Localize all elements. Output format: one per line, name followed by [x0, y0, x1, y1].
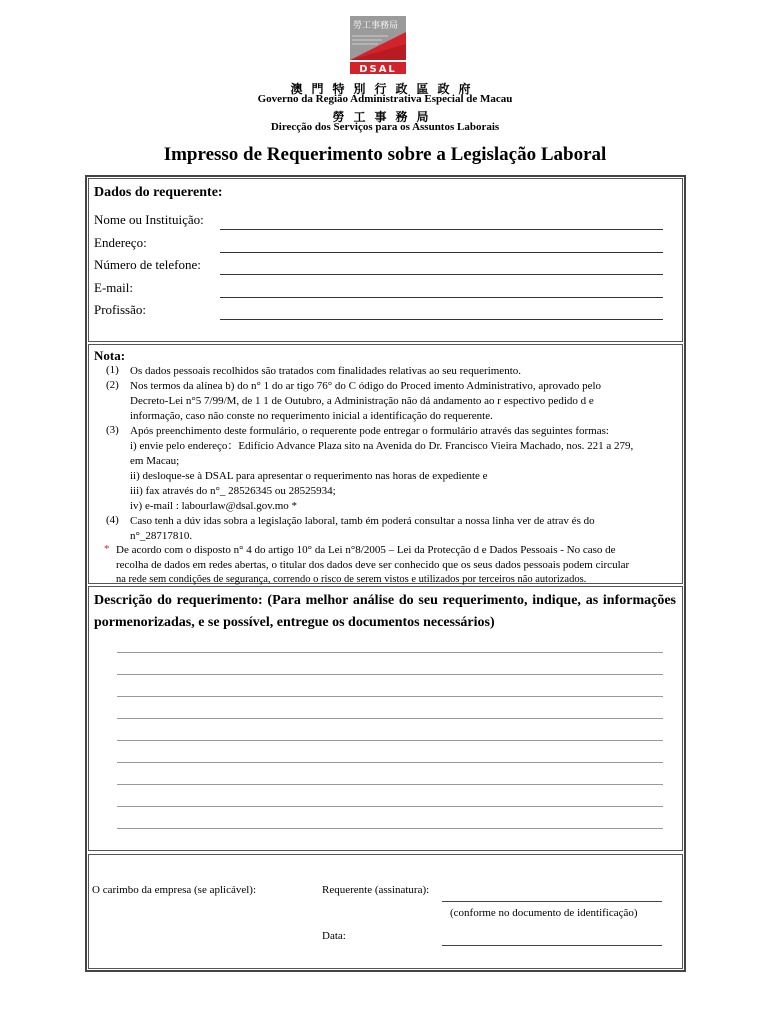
- note-line: Os dados pessoais recolhidos são tratados com finalidades relativas ao seu requerimento.: [130, 365, 521, 377]
- name-input-line[interactable]: [220, 229, 663, 230]
- note-line: i) envie pelo endereço：Edifício Advance Plaza sito na Avenida do Dr. Francisco Vieira Machado, nos. 221 a 279,: [130, 440, 634, 452]
- profession-label: Profissão:: [94, 302, 146, 317]
- dsal-logo: [348, 14, 408, 76]
- description-line[interactable]: [117, 718, 663, 719]
- id-document-note: (conforme no documento de identificação): [450, 907, 638, 919]
- government-zh: 澳門特別行政區政府: [290, 82, 480, 96]
- applicant-signature-label: Requerente (assinatura):: [322, 884, 430, 896]
- note-asterisk: *: [104, 543, 110, 555]
- note-num: (1): [106, 364, 119, 376]
- description-line[interactable]: [117, 828, 663, 829]
- signature-input-line[interactable]: [442, 901, 662, 902]
- address-label: Endereço:: [94, 235, 147, 250]
- email-input-line[interactable]: [220, 297, 663, 298]
- note-line: ii) desloque-se à DSAL para apresentar o requerimento nas horas de expediente e: [130, 470, 488, 482]
- government-pt: Governo da Região Administrativa Especial de Macau: [257, 93, 513, 105]
- bureau-pt: Direcção dos Serviços para os Assuntos Laborais: [270, 121, 500, 133]
- date-label: Data:: [322, 930, 346, 942]
- note-line: iii) fax através do n°_ 28526345 ou 28525934;: [130, 485, 336, 497]
- date-input-line[interactable]: [442, 945, 662, 946]
- logo-dsal-text: DSAL: [359, 64, 397, 75]
- phone-input-line[interactable]: [220, 274, 663, 275]
- note-line: iv) e-mail : labourlaw@dsal.gov.mo *: [130, 500, 298, 512]
- description-line[interactable]: [117, 806, 663, 807]
- description-line[interactable]: [117, 762, 663, 763]
- note-line: n°_28717810.: [130, 530, 193, 542]
- page-title: Impresso de Requerimento sobre a Legislação Laboral: [163, 144, 607, 165]
- bureau-zh: 勞工事務局: [332, 110, 438, 124]
- note-line: informação, caso não conste no requerimento inicial a identificação do requerente.: [130, 410, 493, 422]
- note-line: Decreto-Lei n°5 7/99/M, de 1 1 de Outubro, a Administração não dá andamento ao r espectivo pedido d e: [130, 395, 594, 407]
- name-label: Nome ou Instituição:: [94, 212, 204, 227]
- description-line[interactable]: [117, 652, 663, 653]
- note-line: recolha de dados em redes abertas, o titular dos dados deve ser conhecido que os seus dados pessoais podem circular: [116, 559, 630, 571]
- logo-chinese-text: 勞工事務局: [353, 21, 399, 31]
- note-line: Após preenchimento deste formulário, o requerente pode entregar o formulário através das seguintes formas:: [130, 425, 609, 437]
- profession-input-line[interactable]: [220, 319, 663, 320]
- description-line[interactable]: [117, 674, 663, 675]
- note-line: Caso tenh a dúv idas sobra a legislação laboral, tamb ém poderá consultar a nossa linha ver de atrav és do: [130, 515, 595, 527]
- applicant-heading: Dados do requerente:: [94, 185, 223, 200]
- note-line: Nos termos da alínea b) do n° 1 do ar tigo 76° do C ódigo do Proced imento Administrativo, aprovado pelo: [130, 380, 602, 392]
- email-label: E-mail:: [94, 280, 133, 295]
- description-line[interactable]: [117, 696, 663, 697]
- note-num: (3): [106, 424, 119, 436]
- notes-heading: Nota:: [94, 348, 126, 363]
- note-num: (4): [106, 514, 119, 526]
- note-line: De acordo com o disposto n° 4 do artigo 10° da Lei n°8/2005 – Lei da Protecção d e Dados Pessoais - No caso de: [116, 544, 616, 556]
- note-line: na rede sem condições de segurança, correndo o risco de serem vistos e utilizados por terceiros não autorizados.: [116, 574, 587, 585]
- phone-label: Número de telefone:: [94, 257, 201, 272]
- description-line[interactable]: [117, 784, 663, 785]
- company-stamp-label: O carimbo da empresa (se aplicável):: [92, 884, 257, 896]
- description-heading: Descrição do requerimento: (Para melhor análise do seu requerimento, indique, as informações pormenorizadas, e se possível, entregue os documentos necessários): [94, 593, 676, 630]
- address-input-line[interactable]: [220, 252, 663, 253]
- note-num: (2): [106, 379, 119, 391]
- note-line: em Macau;: [130, 455, 180, 467]
- description-line[interactable]: [117, 740, 663, 741]
